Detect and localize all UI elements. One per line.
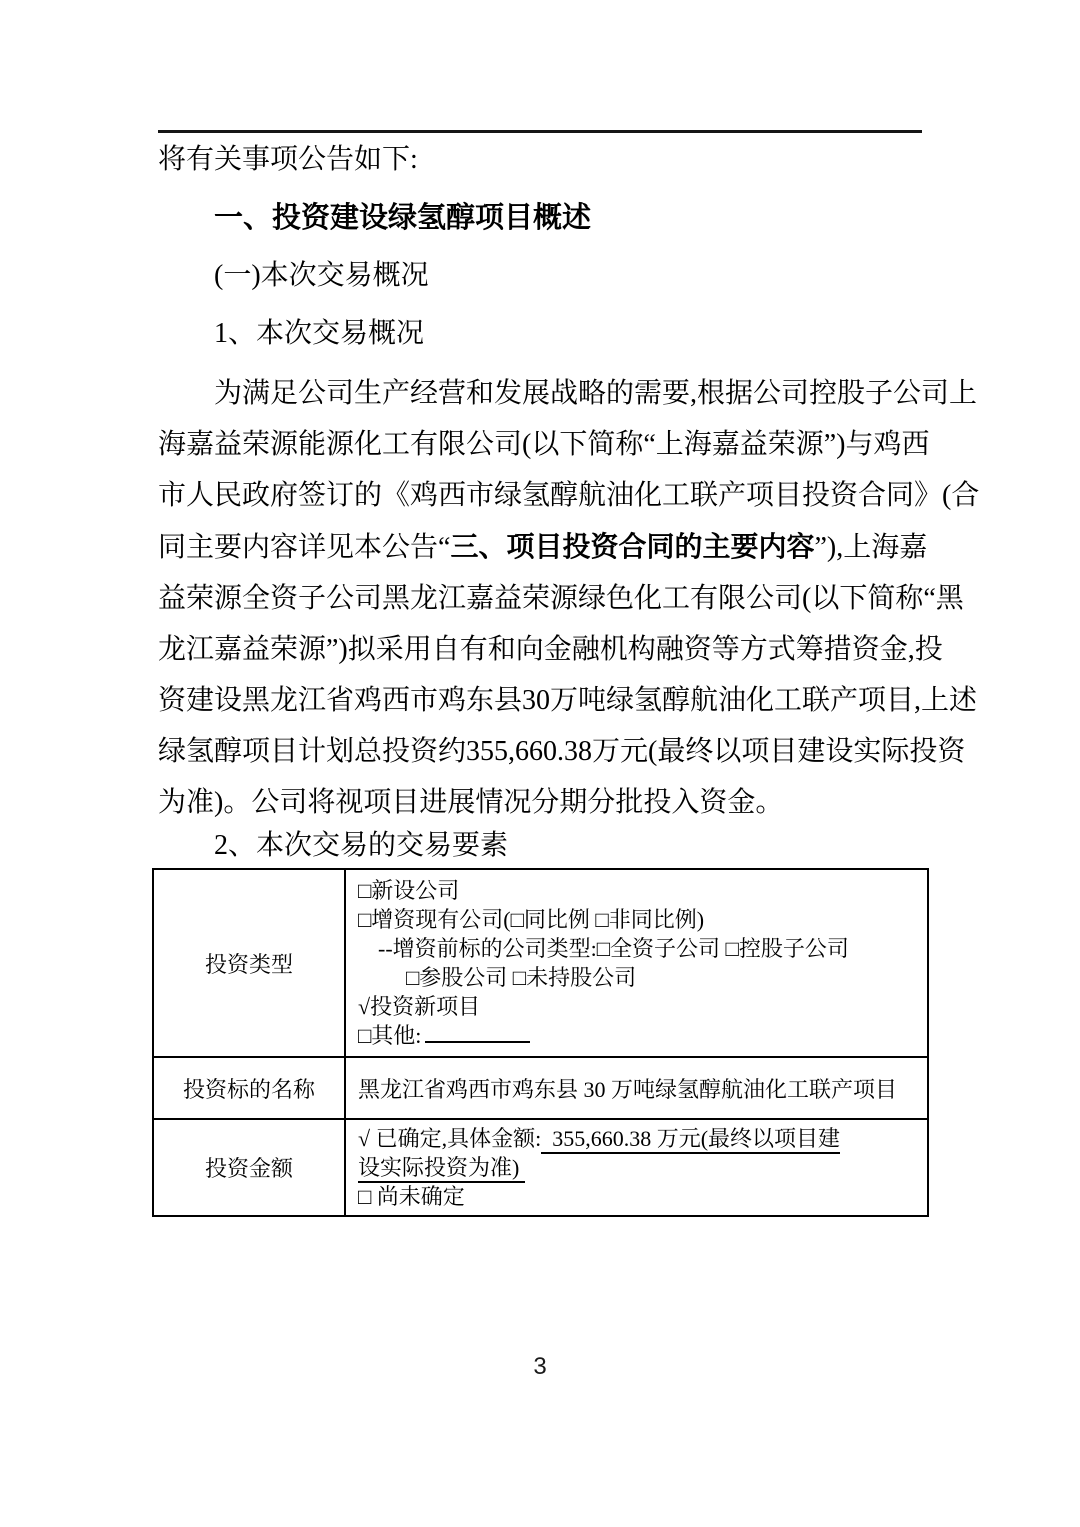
paragraph-line: 资建设黑龙江省鸡西市鸡东县30万吨绿氢醇航油化工联产项目,上述: [158, 685, 978, 716]
option-invest-new-project-checked: √投资新项目: [358, 994, 481, 1019]
paragraph-segment: ”),上海嘉: [814, 532, 928, 563]
investment-type-value-cell: [345, 869, 928, 1057]
paragraph-line: 为满足公司生产经营和发展战略的需要,根据公司控股子公司上: [214, 378, 978, 409]
option-target-company-type: --增资前标的公司类型:□全资子公司 □控股子公司: [378, 936, 849, 961]
option-other-label: □其他:: [358, 1023, 422, 1048]
paragraph-line: 益荣源全资子公司黑龙江嘉益荣源绿色化工有限公司(以下简称“黑: [158, 583, 964, 614]
table-row-investment-target: [153, 1057, 928, 1119]
option-capital-increase-existing: □增资现有公司(□同比例 □非同比例): [358, 907, 705, 932]
other-blank-underline: [425, 1023, 530, 1043]
investment-target-label: 投资标的名称: [153, 1057, 345, 1119]
intro-text: 将有关事项公告如下:: [158, 144, 418, 175]
amount-confirmed-prefix: √ 已确定,具体金额:: [358, 1126, 542, 1151]
paragraph-segment: 同主要内容详见本公告“: [158, 532, 451, 563]
transaction-elements-table: [152, 868, 929, 1217]
header-rule: [158, 130, 922, 133]
paragraph-line: 海嘉益荣源能源化工有限公司(以下简称“上海嘉益荣源”)与鸡西: [158, 429, 930, 460]
amount-unconfirmed-line: □ 尚未确定: [358, 1184, 465, 1209]
amount-underlined-value: 355,660.38 万元(最终以项目建: [541, 1126, 840, 1154]
table-row-investment-type: [153, 869, 928, 1057]
paragraph-line: 为准)。公司将视项目进展情况分期分批投入资金。: [158, 787, 784, 818]
amount-underlined-value-2: 设实际投资为准): [358, 1155, 525, 1183]
table-row-investment-amount: [153, 1119, 928, 1216]
investment-target-value: 黑龙江省鸡西市鸡东县 30 万吨绿氢醇航油化工联产项目: [345, 1057, 928, 1119]
paragraph-line: 龙江嘉益荣源”)拟采用自有和向金融机构融资等方式筹措资金,投: [158, 634, 943, 665]
investment-amount-label: 投资金额: [153, 1119, 345, 1216]
paragraph-line: [158, 521, 926, 573]
sub-heading-transaction-overview-1: 1、本次交易概况: [214, 318, 425, 349]
section-heading: 一、投资建设绿氢醇项目概述: [214, 202, 592, 234]
amount-confirmed-line: [358, 1124, 919, 1153]
paragraph-line: 市人民政府签订的《鸡西市绿氢醇航油化工联产项目投资合同》(合: [158, 480, 980, 511]
option-shareholding-types: □参股公司 □未持股公司: [406, 965, 637, 990]
bold-section-reference: 三、项目投资合同的主要内容: [450, 531, 815, 562]
sub-heading-transaction-elements: 2、本次交易的交易要素: [214, 830, 509, 861]
paragraph-line: 绿氢醇项目计划总投资约355,660.38万元(最终以项目建设实际投资: [158, 736, 966, 767]
investment-amount-value-cell: [345, 1119, 928, 1216]
option-other: [358, 1021, 919, 1050]
body-paragraph: [158, 368, 980, 828]
sub-heading-transaction-overview: (一)本次交易概况: [214, 260, 429, 291]
page-number: 3: [533, 1353, 547, 1380]
amount-confirmed-line-2: [358, 1153, 919, 1182]
option-new-company: □新设公司: [358, 878, 460, 903]
investment-type-label: 投资类型: [153, 869, 345, 1057]
